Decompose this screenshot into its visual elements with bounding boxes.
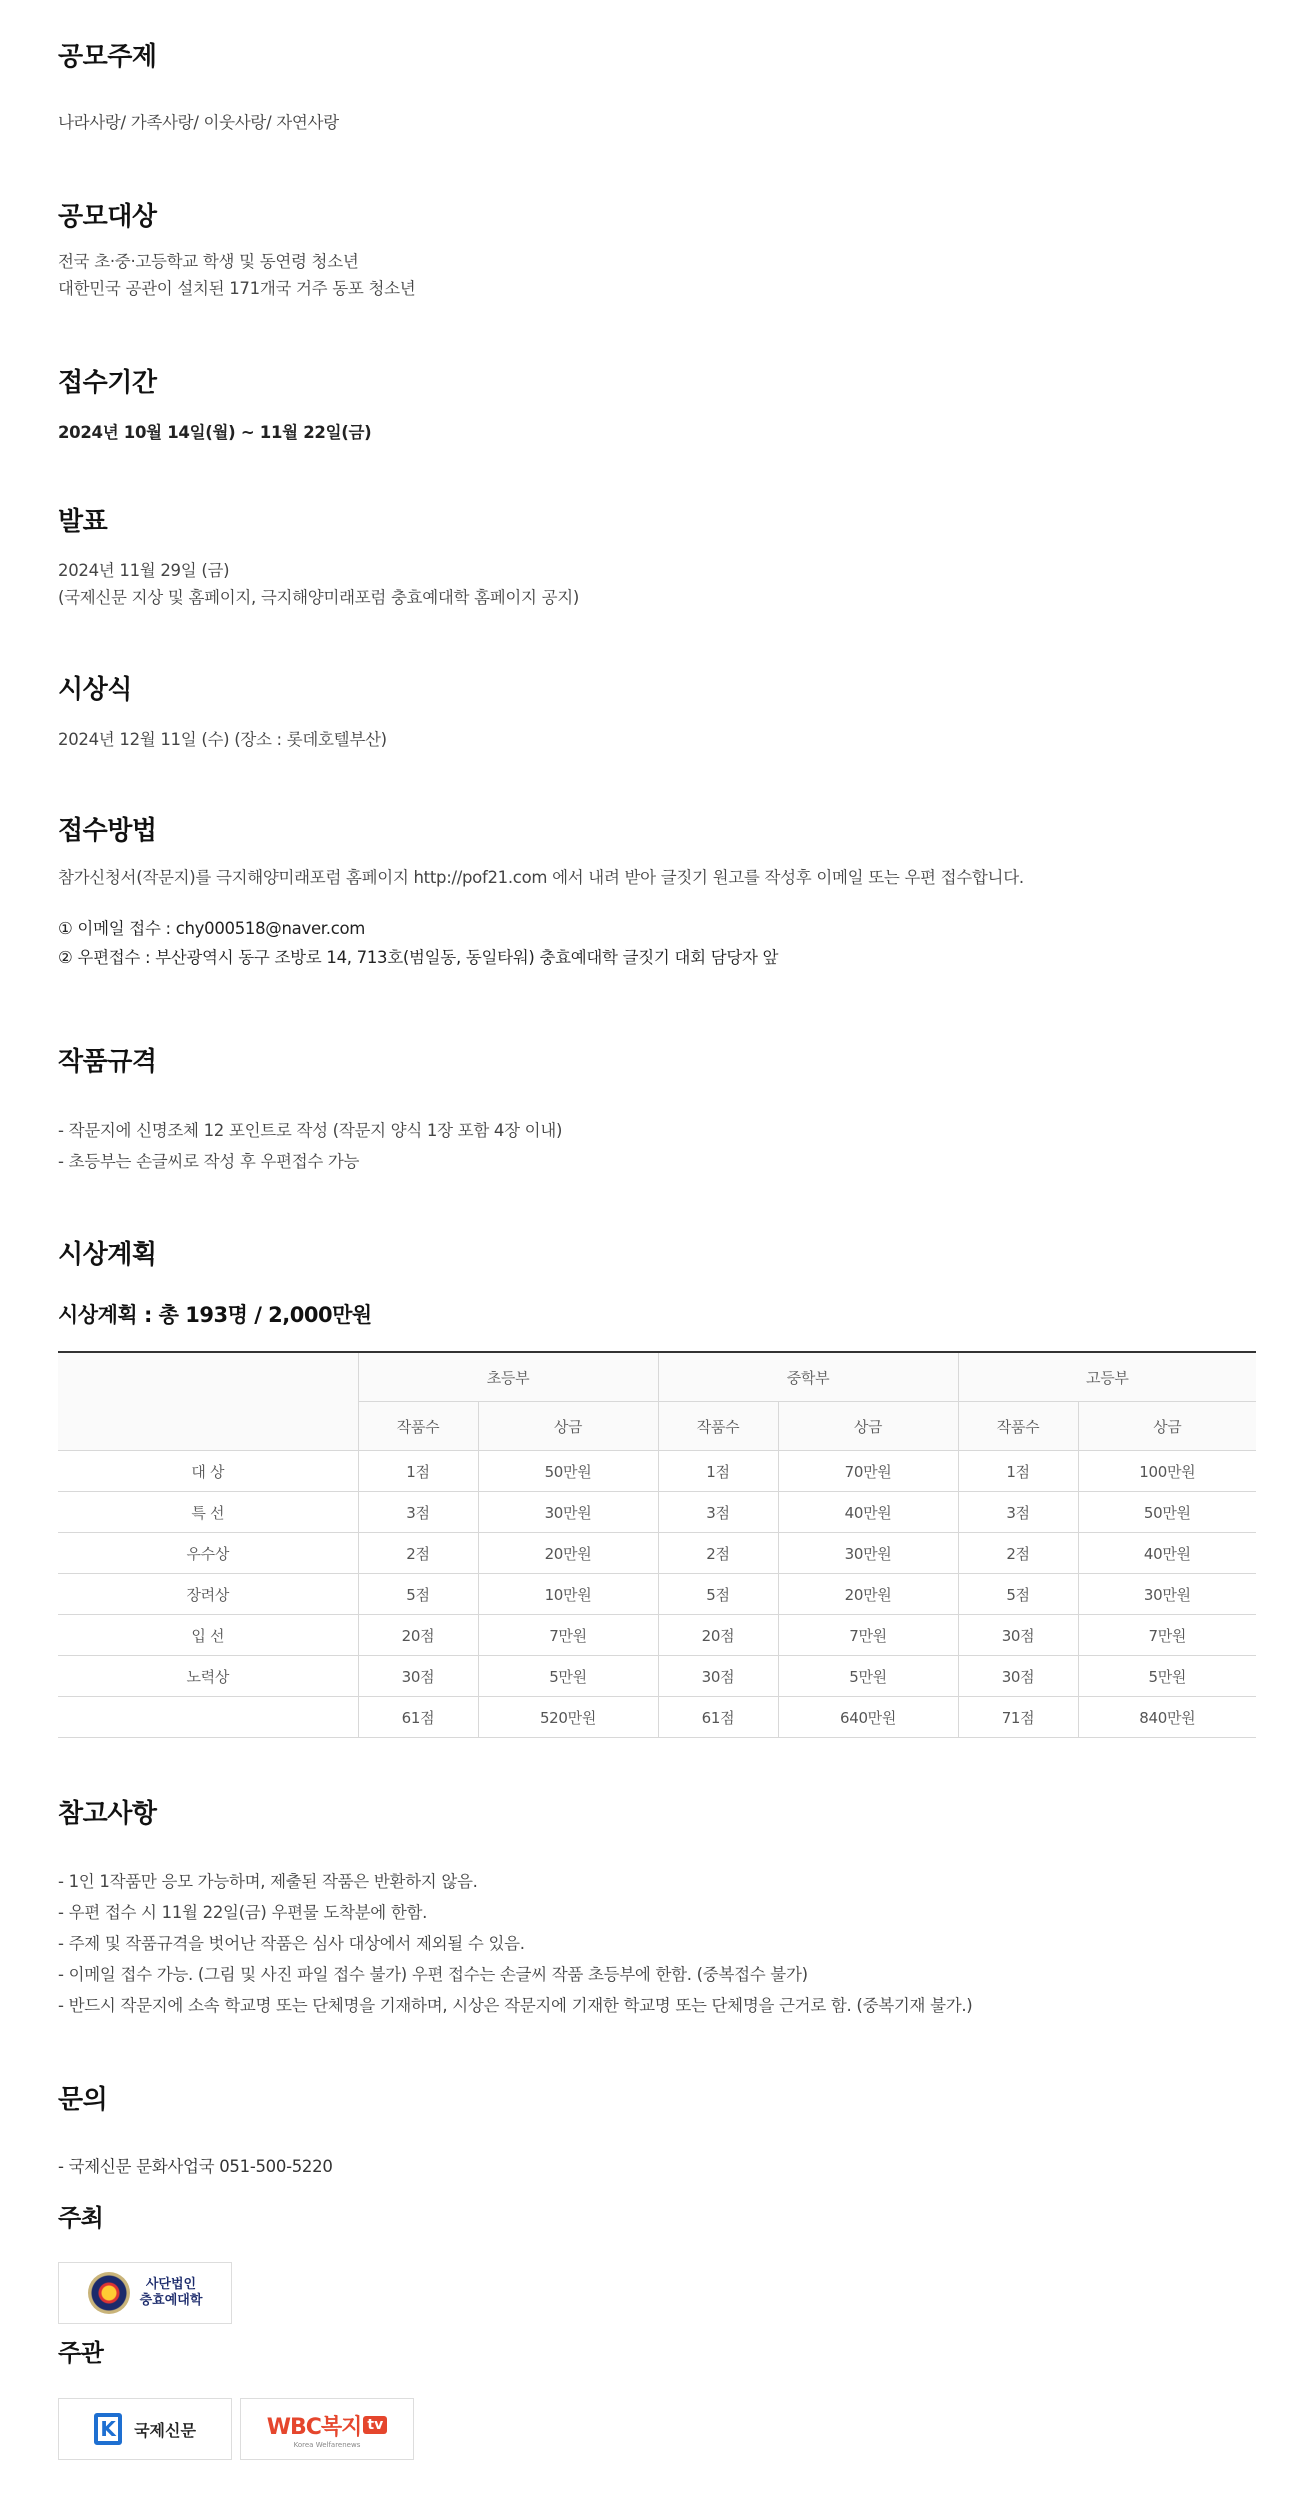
awards-table [58,1351,1256,1738]
tv-badge: tv [363,2416,387,2434]
table-cell: 1점 [958,1451,1078,1492]
group-middle: 중학부 [658,1352,958,1402]
section-title-host: 주최 [58,2204,104,2232]
table-cell: 71점 [958,1697,1078,1738]
table-cell: 61점 [658,1697,778,1738]
awards-subtitle: 시상계획 : 총 193명 / 2,000만원 [58,1303,372,1327]
table-cell: 30만원 [1078,1574,1256,1615]
table-cell: 1점 [658,1451,778,1492]
table-cell: 70만원 [778,1451,958,1492]
ceremony-body: 2024년 12월 11일 (수) (장소 : 롯데호텔부산) [58,730,387,749]
table-corner [58,1352,358,1451]
wbc-logo-mark [267,2410,388,2441]
table-cell: 2점 [658,1533,778,1574]
table-cell: 7만원 [778,1615,958,1656]
row-label: 노력상 [58,1656,358,1697]
table-cell: 3점 [358,1492,478,1533]
table-cell: 640만원 [778,1697,958,1738]
table-cell: 30점 [958,1615,1078,1656]
announce-line-1: 2024년 11월 29일 (금) [58,561,230,580]
section-title-awards: 시상계획 [58,1240,157,1270]
section-title-ceremony: 시상식 [58,675,132,705]
host-logo [58,2262,232,2324]
organizer-logo-kookje [58,2398,232,2460]
table-cell: 50만원 [478,1451,658,1492]
row-label [58,1697,358,1738]
note-item: - 1인 1작품만 응모 가능하며, 제출된 작품은 반환하지 않음. [58,1866,1256,1897]
spec-list [58,1115,562,1177]
table-cell: 30점 [658,1656,778,1697]
table-cell: 20점 [358,1615,478,1656]
theme-body: 나라사랑/ 가족사랑/ 이웃사랑/ 자연사랑 [58,113,339,132]
table-cell: 7만원 [1078,1615,1256,1656]
note-item: - 이메일 접수 가능. (그림 및 사진 파일 접수 불가) 우편 접수는 손글씨 작품 초등부에 한함. (중복접수 불가) [58,1959,1256,1990]
wbc-logo-main: WBC복지 [266,2414,362,2440]
table-cell: 30만원 [778,1533,958,1574]
table-cell: 5점 [358,1574,478,1615]
note-item: - 반드시 작문지에 소속 학교명 또는 단체명을 기재하며, 시상은 작문지에 기재한 학교명 또는 단체명을 근거로 함. (중복기재 불가.) [58,1990,1256,2021]
announce-line-2: (국제신문 지상 및 홈페이지, 극지해양미래포럼 충효예대학 홈페이지 공지) [58,588,580,607]
notes-list [58,1866,1256,2021]
table-cell: 5점 [658,1574,778,1615]
awards-table-wrap [58,1351,1256,1738]
spec-item: - 초등부는 손글씨로 작성 후 우편접수 가능 [58,1146,562,1177]
table-cell: 5만원 [778,1656,958,1697]
table-cell: 30점 [358,1656,478,1697]
row-label: 우수상 [58,1533,358,1574]
table-cell: 3점 [658,1492,778,1533]
spec-item: - 작문지에 신명조체 12 포인트로 작성 (작문지 양식 1장 포함 4장 이내) [58,1115,562,1146]
table-row [58,1656,1256,1697]
col-prize: 상금 [478,1402,658,1451]
wbc-logo-sub: Korea Welfarenews [293,2440,361,2449]
row-label: 장려상 [58,1574,358,1615]
table-cell: 20점 [658,1615,778,1656]
table-cell: 100만원 [1078,1451,1256,1492]
table-cell: 30만원 [478,1492,658,1533]
table-cell: 20만원 [478,1533,658,1574]
section-title-announce: 발표 [58,507,108,537]
method-post: ② 우편접수 : 부산광역시 동구 조방로 14, 713호(범일동, 동일타워) 충효예대학 글짓기 대회 담당자 앞 [58,948,779,967]
section-title-inquiry: 문의 [58,2085,108,2115]
target-line-1: 전국 초·중·고등학교 학생 및 동연령 청소년 [58,252,359,271]
section-title-spec: 작품규격 [58,1047,157,1077]
table-row [58,1533,1256,1574]
table-row [58,1615,1256,1656]
table-cell: 61점 [358,1697,478,1738]
host-logo-line: 사단법인 [145,2277,197,2292]
table-cell: 2점 [358,1533,478,1574]
row-label: 특 선 [58,1492,358,1533]
section-title-period: 접수기간 [58,368,157,398]
target-line-2: 대한민국 공관이 설치된 171개국 거주 동포 청소년 [58,279,416,298]
table-cell: 40만원 [1078,1533,1256,1574]
table-cell: 5만원 [1078,1656,1256,1697]
method-email: ① 이메일 접수 : chy000518@naver.com [58,919,366,938]
table-cell: 520만원 [478,1697,658,1738]
row-label: 대 상 [58,1451,358,1492]
table-cell: 7만원 [478,1615,658,1656]
note-item: - 우편 접수 시 11월 22일(금) 우편물 도착분에 한함. [58,1897,1256,1928]
host-logo-text [140,2277,203,2309]
group-high: 고등부 [958,1352,1256,1402]
note-item: - 주제 및 작품규격을 벗어난 작품은 심사 대상에서 제외될 수 있음. [58,1928,1256,1959]
table-cell: 10만원 [478,1574,658,1615]
table-row-total [58,1697,1256,1738]
section-title-target: 공모대상 [58,202,157,232]
table-row [58,1451,1256,1492]
host-logo-line: 충효예대학 [139,2293,203,2308]
section-title-notes: 참고사항 [58,1799,157,1829]
table-cell: 5만원 [478,1656,658,1697]
kookje-k-icon: K [94,2413,122,2445]
col-prize: 상금 [1078,1402,1256,1451]
table-row [58,1492,1256,1533]
seal-icon [88,2272,130,2314]
table-cell: 2점 [958,1533,1078,1574]
organizer-logo-wbc [240,2398,414,2460]
table-cell: 50만원 [1078,1492,1256,1533]
method-body: 참가신청서(작문지)를 극지해양미래포럼 홈페이지 http://pof21.com 에서 내려 받아 글짓기 원고를 작성후 이메일 또는 우편 접수합니다. [58,868,1024,887]
row-label: 입 선 [58,1615,358,1656]
kookje-logo-text: 국제신문 [134,2420,196,2440]
group-elementary: 초등부 [358,1352,658,1402]
table-row [58,1574,1256,1615]
section-title-organizer: 주관 [58,2339,104,2367]
table-cell: 30점 [958,1656,1078,1697]
table-cell: 3점 [958,1492,1078,1533]
col-count: 작품수 [958,1402,1078,1451]
table-cell: 20만원 [778,1574,958,1615]
table-cell: 5점 [958,1574,1078,1615]
col-count: 작품수 [658,1402,778,1451]
table-cell: 40만원 [778,1492,958,1533]
section-title-method: 접수방법 [58,816,157,846]
section-title-theme: 공모주제 [58,42,157,72]
table-cell: 840만원 [1078,1697,1256,1738]
col-prize: 상금 [778,1402,958,1451]
period-body: 2024년 10월 14일(월) ~ 11월 22일(금) [58,423,372,442]
inquiry-body: - 국제신문 문화사업국 051-500-5220 [58,2157,333,2176]
table-cell: 1점 [358,1451,478,1492]
col-count: 작품수 [358,1402,478,1451]
